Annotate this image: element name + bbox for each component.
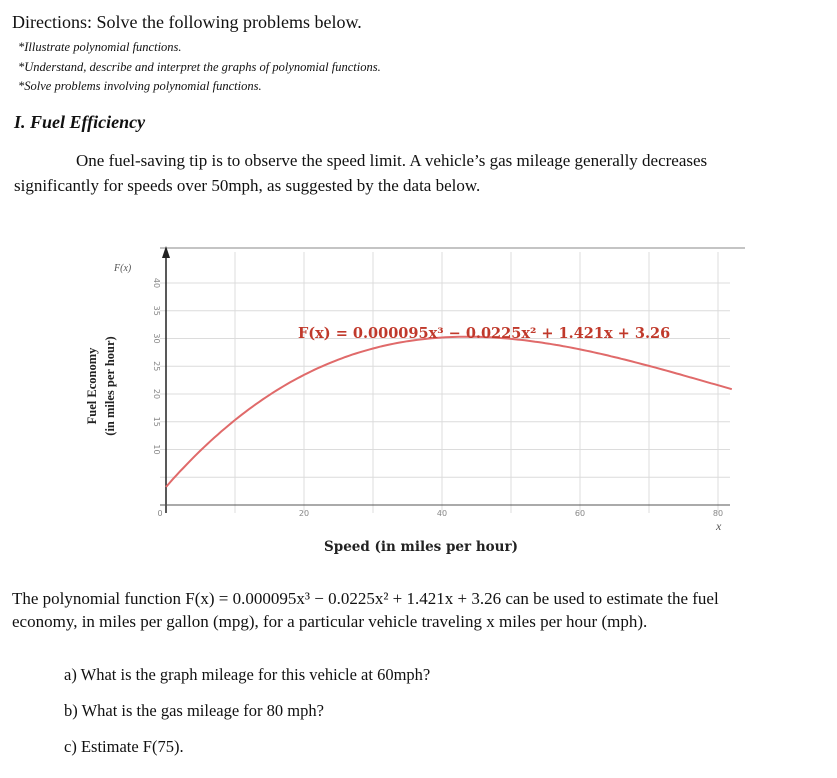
question-b: b) What is the gas mileage for 80 mph?	[64, 701, 324, 720]
section-heading: I. Fuel Efficiency	[14, 112, 146, 132]
directions-title: Directions: Solve the following problems below.	[12, 12, 362, 32]
y-tick-label: 30	[152, 333, 161, 344]
y-tick-label: 40	[152, 277, 161, 289]
y-axis-name: F(x)	[114, 263, 132, 274]
function-label: F(x) = 0.000095x³ − 0.0225x² + 1.421x + 3.26	[298, 325, 671, 342]
objective-item: *Illustrate polynomial functions.	[18, 40, 182, 54]
y-axis-label-2: (in miles per hour)	[103, 336, 117, 436]
chart-grid	[160, 252, 730, 513]
x-tick-label: 20	[298, 509, 310, 518]
x-tick-label: 80	[712, 509, 724, 518]
y-tick-label: 10	[152, 444, 161, 455]
x-axis-label: Speed (in miles per hour)	[324, 539, 518, 555]
intro-line-2: significantly for speeds over 50mph, as suggested by the data below.	[14, 176, 481, 195]
fuel-economy-chart	[80, 238, 760, 568]
question-c: c) Estimate F(75).	[64, 737, 184, 756]
problem-line-2: economy, in miles per gallon (mpg), for a particular vehicle traveling x miles per hour (mph).	[12, 612, 648, 631]
function-curve	[166, 337, 732, 487]
x-tick-label: 0	[157, 509, 163, 518]
y-tick-label: 20	[152, 388, 161, 400]
y-axis-label-1: Fuel Economy	[85, 347, 99, 425]
intro-line-1: One fuel-saving tip is to observe the speed limit. A vehicle’s gas mileage generally decreases	[76, 151, 708, 170]
objective-item: *Solve problems involving polynomial functions.	[18, 79, 262, 93]
x-tick-label: 40	[436, 509, 448, 518]
x-axis-name: x	[716, 519, 722, 533]
y-tick-label: 25	[152, 361, 161, 372]
y-tick-label: 35	[152, 305, 161, 316]
objective-item: *Understand, describe and interpret the graphs of polynomial functions.	[18, 60, 381, 74]
x-tick-label: 60	[574, 509, 586, 518]
question-a: a) What is the graph mileage for this vehicle at 60mph?	[64, 665, 431, 684]
problem-line-1: The polynomial function F(x) = 0.000095x³ − 0.0225x² + 1.421x + 3.26 can be used to estimate the fuel	[12, 589, 719, 608]
y-tick-label: 15	[152, 416, 161, 427]
